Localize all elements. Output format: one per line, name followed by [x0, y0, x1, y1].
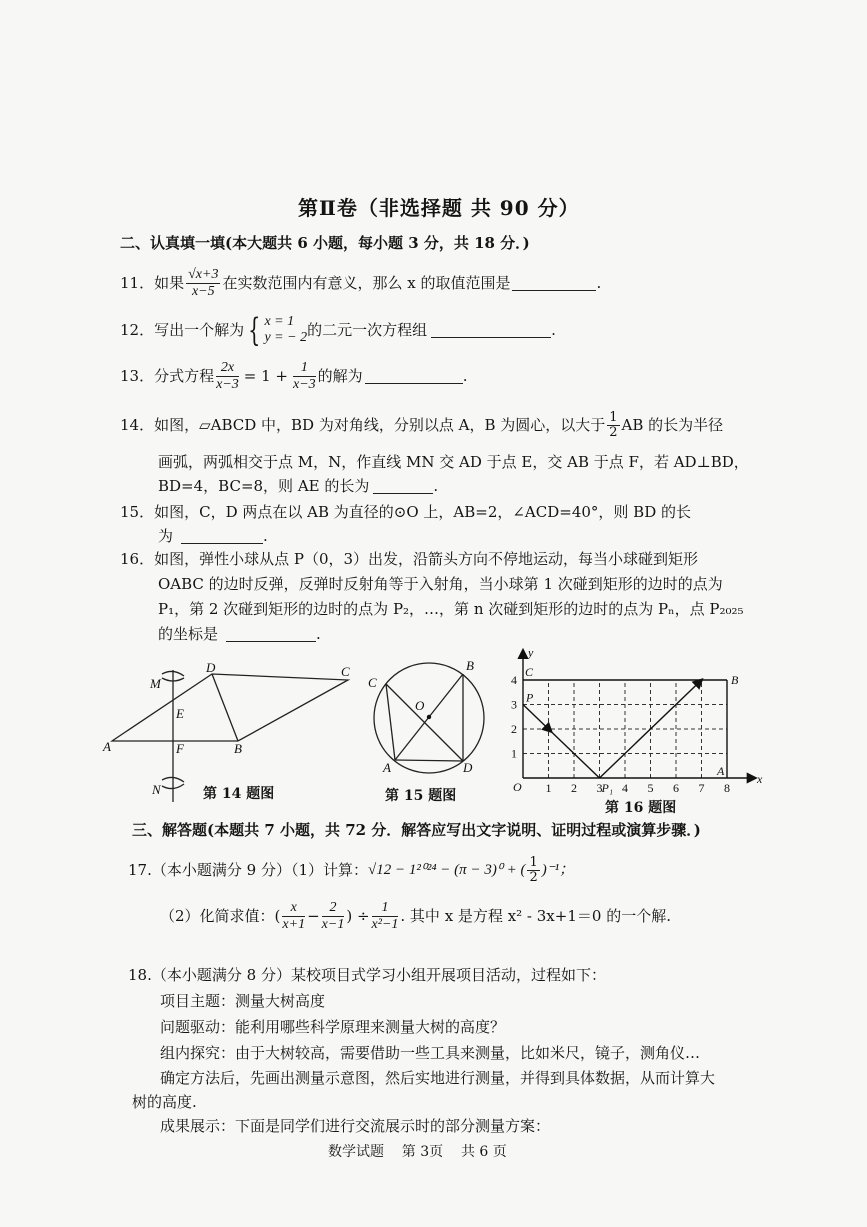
question-16-line4	[158, 624, 321, 644]
question-text: （本小题满分 8 分）某校项目式学习小组开展项目活动，过程如下：	[151, 966, 606, 984]
question-text: 如果	[154, 274, 185, 292]
label-d: D	[206, 660, 216, 675]
denominator: x+1	[282, 916, 306, 932]
period: .	[551, 321, 556, 339]
label-b: B	[731, 673, 739, 687]
answer-blank[interactable]	[181, 529, 263, 544]
period: .	[596, 274, 602, 292]
label-a: A	[717, 764, 725, 778]
label-p: P	[526, 690, 534, 705]
question-16-line2: OABC 的边时反弹，反弹时反射角等于入射角，当小球第 1 次碰到矩形的边时的点为	[158, 575, 723, 593]
diagonal-bd	[212, 674, 238, 741]
method-line1: 确定方法后，先画出测量示意图，然后实地进行测量，并得到具体数据，从而计算大	[160, 1069, 716, 1087]
figure-14-caption: 第 14 题图	[203, 786, 275, 802]
label-p1: P₁	[601, 781, 614, 795]
x-tick-label: 4	[622, 781, 628, 795]
denominator: x−1	[321, 916, 345, 932]
question-number: 15．	[120, 503, 155, 521]
question-text: 的二元一次方程组	[307, 321, 428, 339]
label-d: D	[463, 760, 473, 775]
question-text: 如图，▱ABCD 中，BD 为对角线，分别以点 A，B 为圆心，以大于	[154, 416, 606, 434]
parallelogram-abcd	[112, 674, 348, 741]
operator: −	[307, 907, 320, 925]
answer-blank[interactable]	[226, 627, 316, 642]
x-tick-label: 5	[647, 781, 654, 795]
section-header: 二、认真填一填(本大题共 6 小题，每小题 3 分，共 18 分．)	[120, 234, 530, 252]
question-number: 12．	[120, 321, 155, 339]
chord-ca	[386, 684, 395, 760]
question-14-line2: 画弧，两弧相交于点 M，N，作直线 MN 交 AD 于点 E，交 AB 于点 F，若 AD⊥BD，	[158, 453, 749, 471]
numerator: 1	[293, 360, 316, 377]
question-14-line3	[158, 476, 438, 496]
label-o: O	[415, 698, 425, 713]
question-text: . 其中 x 是方程 x² - 3x+1＝0 的一个解.	[400, 907, 671, 925]
question-17-part1	[128, 850, 574, 890]
path-arrow-segment	[523, 705, 551, 732]
numerator: √x+3	[188, 266, 219, 282]
question-text: AB 的长为半径	[621, 416, 724, 434]
question-number: 16．	[120, 550, 155, 568]
chord-ad	[395, 760, 463, 761]
question-text: BD=4，BC=8，则 AE 的长为	[158, 477, 370, 495]
numerator: 1	[372, 900, 399, 917]
question-number: 14．	[120, 416, 155, 434]
x-tick-label: 6	[673, 781, 679, 795]
question-text: 分式方程	[154, 367, 215, 385]
question-text: （2）化简求值：(	[160, 907, 281, 925]
denominator: x−3	[293, 376, 316, 392]
question-15	[120, 502, 691, 522]
question-number: 11．	[120, 274, 155, 292]
question-17-part2	[160, 895, 671, 937]
question-12	[120, 310, 556, 350]
label-a: A	[383, 760, 391, 775]
question-number: 13．	[120, 367, 155, 385]
left-brace: {	[248, 311, 261, 349]
project-theme: 项目主题：测量大树高度	[160, 992, 326, 1010]
fraction	[293, 360, 316, 393]
answer-blank[interactable]	[431, 323, 551, 338]
question-16	[120, 549, 698, 569]
answer-blank[interactable]	[512, 276, 596, 291]
y-tick-label: 1	[511, 746, 517, 761]
figure-15-caption: 第 15 题图	[385, 788, 457, 804]
numerator: 1	[609, 409, 618, 425]
question-text: 在实数范围内有意义，那么 x 的取值范围是	[222, 274, 511, 292]
question-text: 的解为	[317, 367, 363, 385]
group-exploration: 组内探究：由于大树较高，需要借助一些工具来测量，比如米尺，镜子，测角仪…	[160, 1044, 701, 1062]
label-e: E	[176, 706, 184, 721]
numerator: x	[282, 900, 305, 917]
equals-part: = 1 +	[243, 367, 288, 385]
fraction	[322, 900, 345, 933]
fraction	[186, 267, 220, 300]
question-15-line2	[158, 526, 268, 546]
period: .	[462, 367, 468, 385]
label-c: C	[341, 664, 350, 679]
fraction-half	[607, 411, 619, 440]
question-18	[128, 965, 606, 985]
question-16-line3: P₁，第 2 次碰到矩形的边时的点为 P₂，…，第 n 次碰到矩形的边时的点为 Pₙ，点 P₂₀₂₅	[158, 600, 744, 618]
fraction	[216, 360, 239, 393]
denominator: x²−1	[371, 916, 399, 932]
chord-cd	[386, 684, 463, 761]
question-text: 如图，C，D 两点在以 AB 为直径的⊙O 上，AB=2，∠ACD=40°，则 BD 的长	[154, 503, 692, 521]
label-m: M	[150, 676, 161, 691]
figure-15	[362, 658, 502, 776]
figure-16-caption: 第 16 题图	[605, 800, 677, 816]
question-13	[120, 356, 467, 396]
x-tick-label: 8	[724, 781, 730, 795]
label-a: A	[103, 739, 111, 754]
equation: y = − 2	[264, 330, 308, 345]
period: .	[433, 477, 439, 495]
label-n: N	[152, 782, 161, 797]
math-expression: )⁻¹；	[541, 862, 575, 878]
denominator: x−3	[216, 376, 239, 392]
equation: x = 1	[264, 314, 295, 329]
page-title: 第Ⅱ卷（非选择题 共 90 分）	[298, 196, 580, 220]
method-line2: 树的高度.	[132, 1093, 197, 1111]
answer-blank[interactable]	[373, 479, 433, 494]
section-header: 三、解答题(本题共 7 小题，共 72 分．解答应写出文字说明、证明过程或演算步骤．)	[132, 821, 701, 839]
y-tick-label: 2	[511, 722, 517, 736]
x-tick-label: 2	[571, 781, 577, 795]
path-segment-to-p1	[551, 731, 599, 778]
label-f: F	[176, 741, 184, 756]
fraction	[372, 900, 399, 933]
question-number: 18.	[128, 966, 152, 984]
question-text: （本小题满分 9 分）（1）计算：	[151, 861, 368, 879]
question-text: 为	[158, 527, 174, 545]
math-expression: √12 − 1²⁰²⁴ − (π − 3)⁰ + (	[367, 862, 526, 878]
question-text: 写出一个解为	[154, 321, 245, 339]
page-footer: 数学试题 第 3页 共 6 页	[328, 1144, 507, 1160]
period: .	[316, 625, 321, 643]
answer-blank[interactable]	[365, 369, 463, 384]
x-tick-label: 1	[545, 781, 552, 795]
numerator: 1	[529, 854, 538, 870]
denominator: 2	[609, 424, 618, 440]
label-b: B	[234, 741, 242, 756]
result-display: 成果展示：下面是同学们进行交流展示时的部分测量方案：	[160, 1117, 551, 1135]
fraction-half	[527, 856, 539, 885]
denominator: x−5	[191, 283, 215, 299]
fraction	[282, 900, 305, 933]
question-14	[120, 406, 723, 444]
label-b: B	[466, 658, 474, 673]
center-point	[427, 715, 431, 719]
label-c: C	[525, 665, 534, 679]
label-origin: O	[513, 780, 522, 794]
label-x-axis: x	[757, 772, 763, 786]
question-text: 如图，弹性小球从点 P（0，3）出发，沿箭头方向不停地运动，每当小球碰到矩形	[154, 550, 699, 568]
figure-16	[505, 645, 761, 795]
denominator: 2	[529, 869, 538, 885]
label-y-axis: y	[528, 645, 534, 660]
label-c: C	[368, 675, 377, 690]
question-number: 17.	[128, 861, 152, 879]
operator: ) ÷	[346, 907, 370, 925]
problem-driver: 问题驱动：能利用哪些科学原理来测量大树的高度？	[160, 1018, 506, 1036]
numerator: 2	[322, 900, 345, 917]
y-tick-label: 4	[511, 673, 517, 687]
equation-system	[264, 314, 307, 346]
question-11	[120, 260, 601, 306]
numerator: 2x	[216, 360, 239, 377]
question-text: 的坐标是	[158, 625, 219, 643]
x-tick-label: 7	[698, 781, 705, 795]
x-tick-label: 3	[596, 781, 603, 795]
y-tick-label: 3	[511, 697, 517, 712]
period: .	[263, 527, 268, 545]
